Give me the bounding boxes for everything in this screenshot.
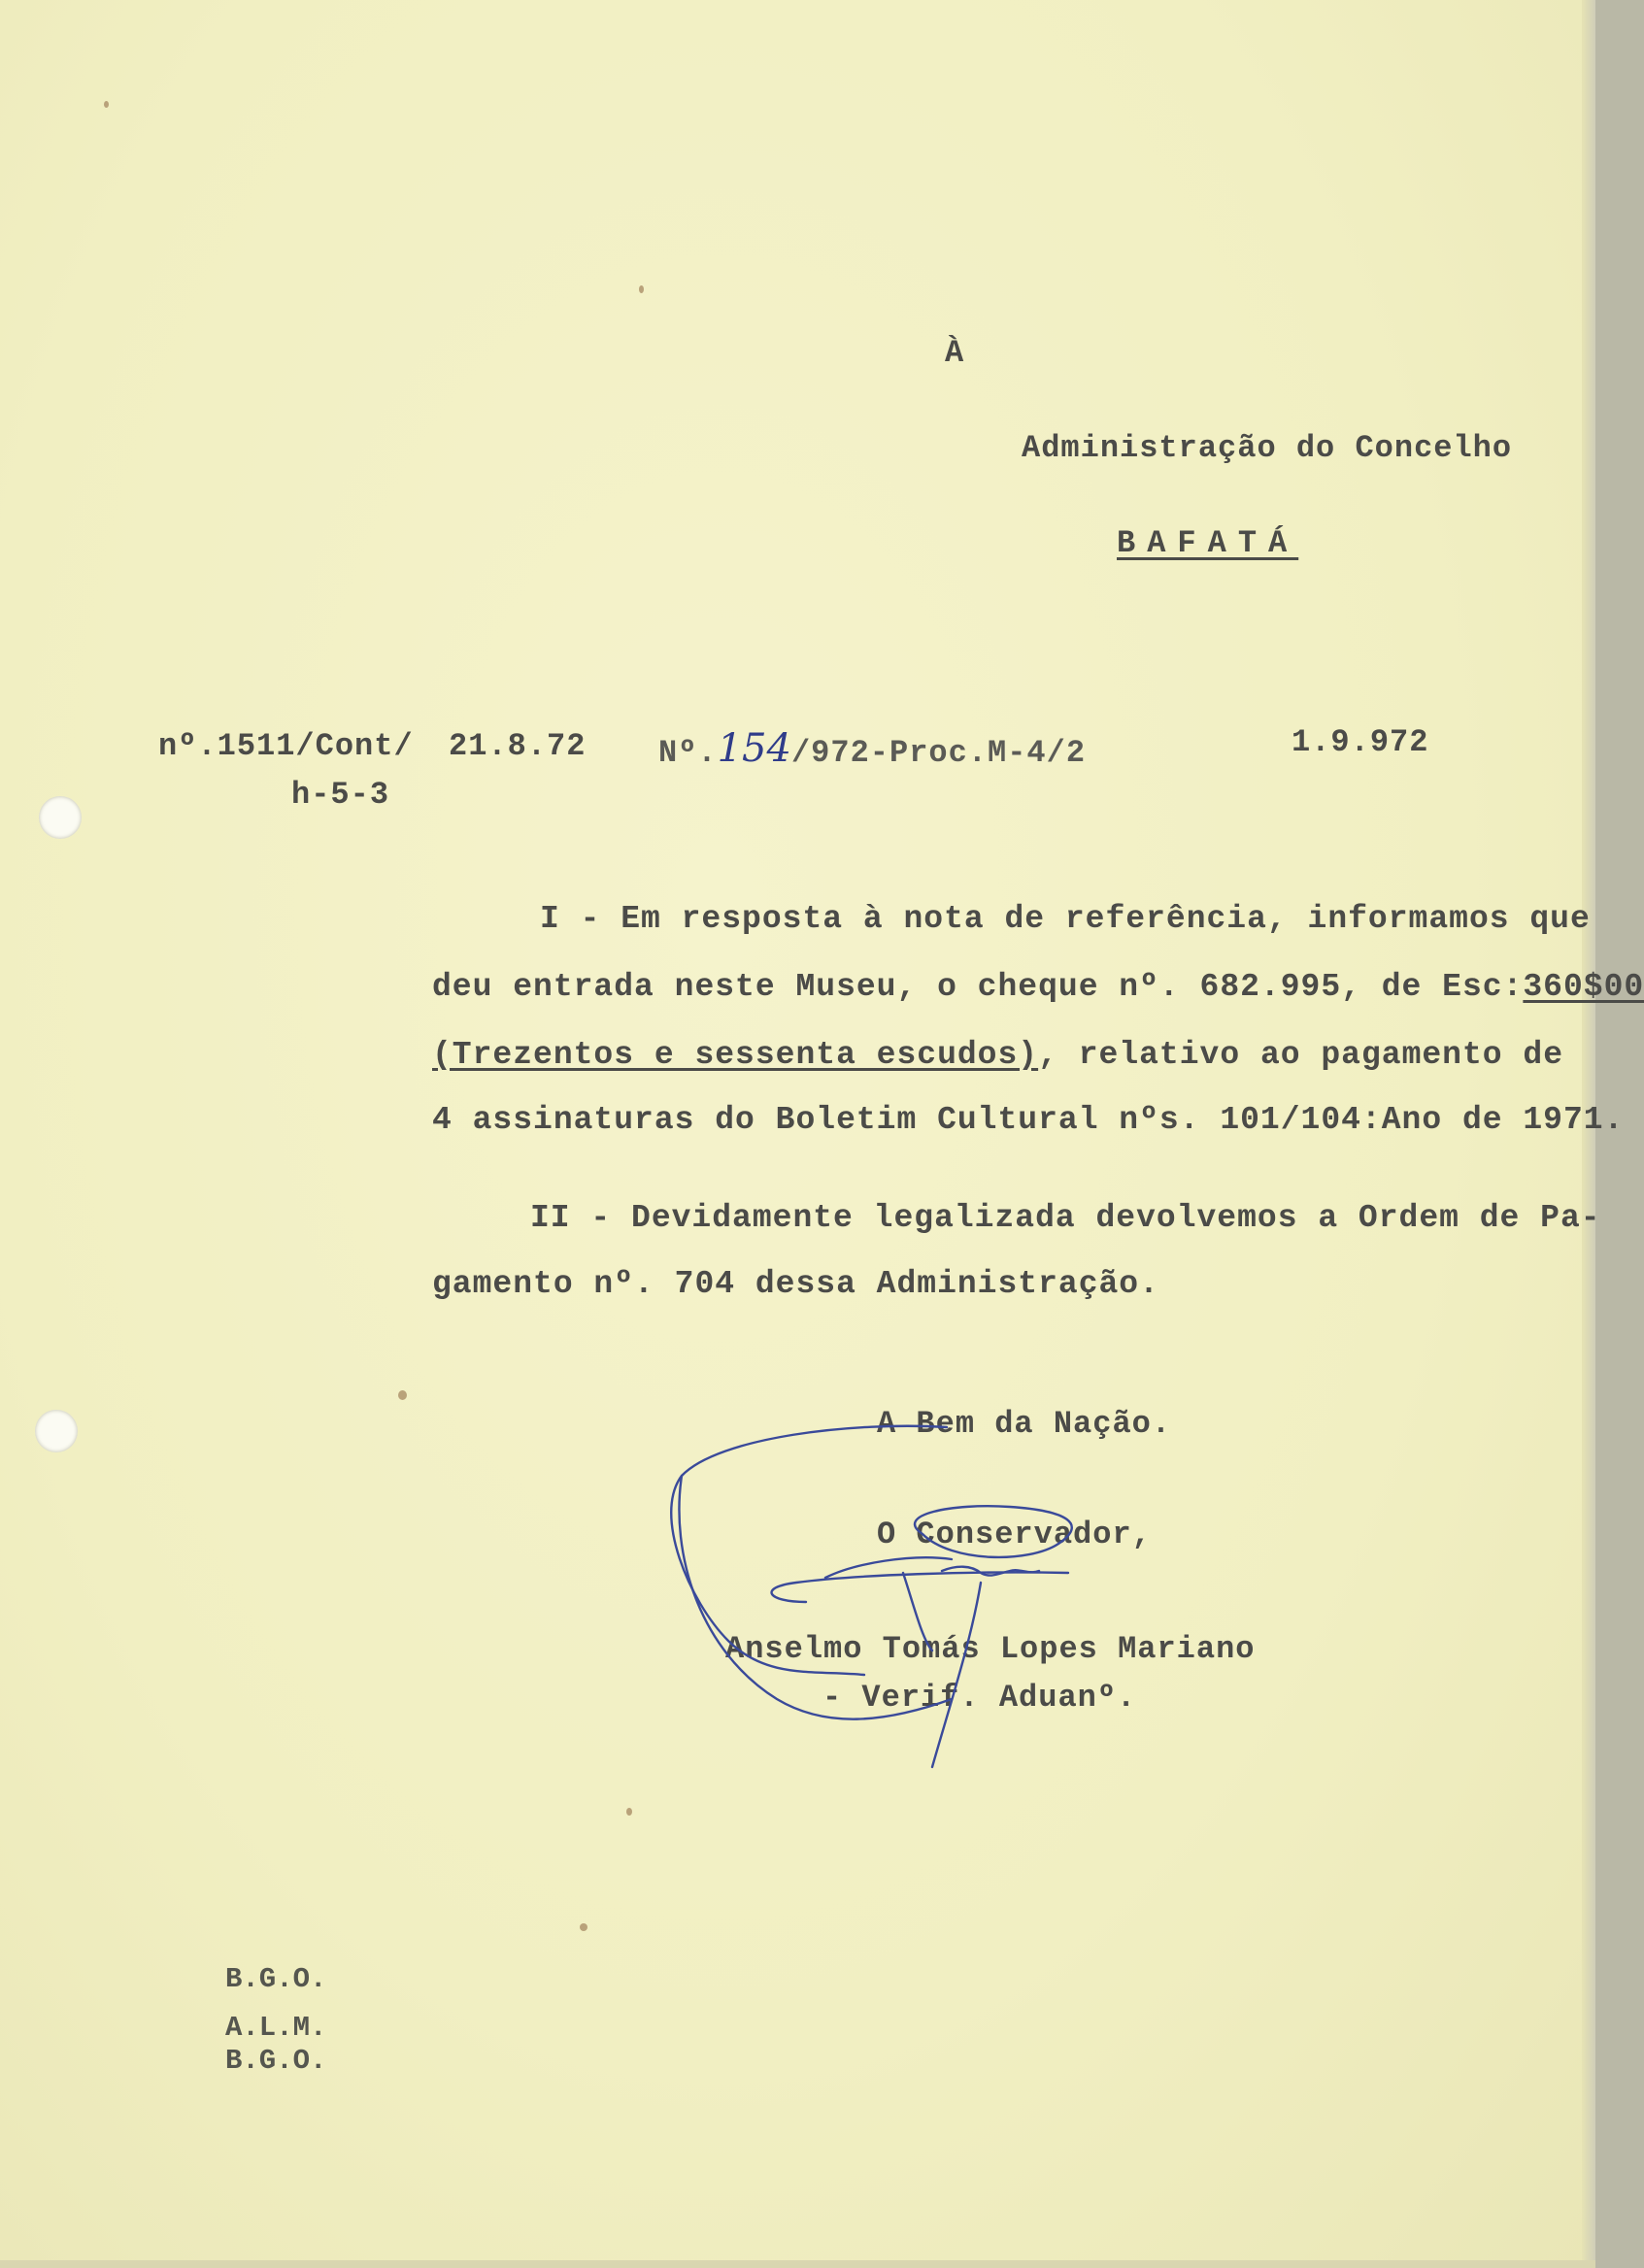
- their-reference: nº.1511/Cont/: [158, 728, 414, 764]
- paragraph-2-line-2: gamento nº. 704 dessa Administração.: [432, 1266, 1159, 1302]
- our-reference-prefix: Nº.: [658, 735, 718, 771]
- initials-line-2: A.L.M.: [225, 2012, 327, 2044]
- signatory-title: - Verif. Aduanº.: [822, 1680, 1137, 1716]
- paragraph-1-line-4: 4 assinaturas do Boletim Cultural nºs. 101/104:Ano de 1971.: [432, 1102, 1625, 1138]
- paragraph-1-line-2-text: deu entrada neste Museu, o cheque nº. 682.995, de Esc:: [432, 969, 1524, 1005]
- paper-speck: [398, 1390, 407, 1400]
- punch-hole-upper: [39, 796, 82, 839]
- their-reference-line2: h-5-3: [291, 777, 390, 813]
- signature-scribble: [660, 1408, 1165, 1816]
- their-date: 21.8.72: [449, 728, 587, 764]
- paper-speck: [104, 101, 109, 108]
- initials-line-3: B.G.O.: [225, 2045, 327, 2077]
- punch-hole-lower: [35, 1410, 78, 1452]
- paper-speck: [626, 1808, 632, 1816]
- amount-in-words: (Trezentos e sessenta escudos): [432, 1037, 1039, 1073]
- our-reference-number: 154: [717, 726, 791, 771]
- signatory-name: Anselmo Tomás Lopes Mariano: [725, 1631, 1256, 1667]
- salutation-to: À: [945, 335, 965, 371]
- paragraph-1-line-2: [432, 969, 1644, 1005]
- paragraph-1-line-3-rest: , relativo ao pagamento de: [1038, 1037, 1563, 1073]
- signatory-role: O Conservador,: [877, 1517, 1152, 1552]
- paragraph-1-line-1: I - Em resposta à nota de referência, informamos que: [540, 901, 1591, 937]
- paper-edge-bottom: [0, 2260, 1595, 2268]
- our-reference: [658, 726, 1086, 771]
- cheque-amount: 360$00: [1523, 969, 1644, 1005]
- closing-salutation: A Bem da Nação.: [877, 1406, 1172, 1442]
- addressee-place: BAFATÁ: [1117, 525, 1299, 561]
- initials-line-1: B.G.O.: [225, 1963, 327, 1995]
- paragraph-2-line-1: II - Devidamente legalizada devolvemos a Ordem de Pa-: [530, 1200, 1601, 1236]
- our-date: 1.9.972: [1292, 724, 1429, 760]
- addressee: Administração do Concelho: [1022, 430, 1513, 466]
- paragraph-1-line-3: [432, 1037, 1563, 1073]
- our-reference-suffix: /972-Proc.M-4/2: [790, 735, 1087, 771]
- paper-speck: [580, 1923, 587, 1931]
- paper-speck: [639, 285, 644, 293]
